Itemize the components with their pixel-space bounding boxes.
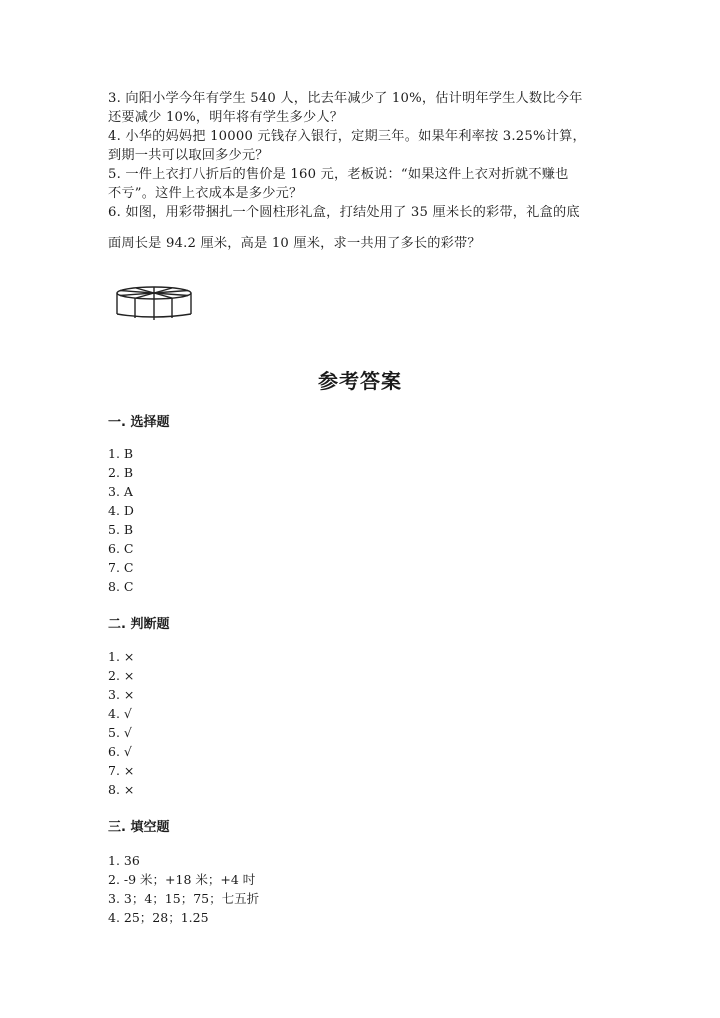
question-3-line-2: 还要减少 10%，明年将有学生多少人？ — [108, 110, 344, 125]
question-6-line-2: 面周长是 94.2 厘米，高是 10 厘米，求一共用了多长的彩带？ — [108, 236, 481, 251]
section-heading-choice: 一. 选择题 — [108, 415, 170, 430]
answer-item: 6. C — [108, 541, 134, 556]
question-5-line-2: 不亏”。这件上衣成本是多少元？ — [108, 186, 303, 201]
answer-item: 4. √ — [108, 706, 132, 721]
answer-item: 7. C — [108, 560, 134, 575]
section-heading-fill-in: 三. 填空题 — [108, 820, 170, 835]
section-heading-judgement: 二. 判断题 — [108, 617, 170, 632]
answer-item: 8. × — [108, 782, 135, 797]
answer-item: 7. × — [108, 763, 135, 778]
answer-item: 1. 36 — [108, 853, 140, 868]
answer-item: 2. -9 米；+18 米；+4 吋 — [108, 872, 256, 887]
question-3-line-1: 3. 向阳小学今年有学生 540 人，比去年减少了 10%，估计明年学生人数比今年 — [108, 91, 583, 106]
answer-item: 1. × — [108, 649, 135, 664]
answer-title: 参考答案 — [318, 369, 402, 393]
answer-item: 8. C — [108, 579, 134, 594]
answer-item: 5. B — [108, 522, 134, 537]
question-4-line-2: 到期一共可以取回多少元？ — [108, 148, 269, 163]
question-6-line-1: 6. 如图，用彩带捆扎一个圆柱形礼盒，打结处用了 35 厘米长的彩带，礼盒的底 — [108, 205, 580, 220]
answer-item: 2. B — [108, 465, 134, 480]
answer-item: 3. × — [108, 687, 135, 702]
answer-item: 2. × — [108, 668, 135, 683]
answer-item: 3. 3；4；15；75；七五折 — [108, 891, 260, 906]
question-5-line-1: 5. 一件上衣打八折后的售价是 160 元，老板说：“如果这件上衣对折就不赚也 — [108, 167, 569, 182]
question-4-line-1: 4. 小华的妈妈把 10000 元钱存入银行，定期三年。如果年利率按 3.25%计算， — [108, 129, 586, 144]
answer-item: 6. √ — [108, 744, 132, 759]
answer-item: 4. 25；28；1.25 — [108, 910, 209, 925]
answer-item: 4. D — [108, 503, 134, 518]
answer-item: 3. A — [108, 484, 133, 499]
cylinder-gift-box-figure — [114, 283, 198, 323]
answer-item: 1. B — [108, 446, 134, 461]
answer-item: 5. √ — [108, 725, 132, 740]
